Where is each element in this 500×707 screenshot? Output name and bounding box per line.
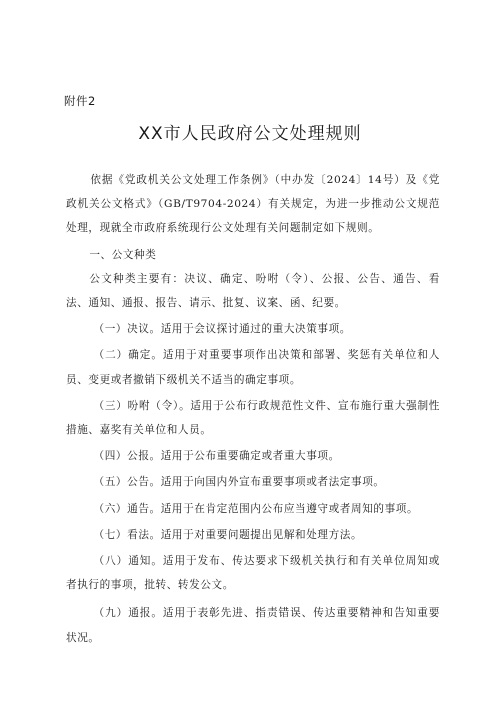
item-announcement: （五）公告。适用于向国内外宣布重要事项或者法定事项。	[93, 476, 385, 489]
intro-paragraph: 依据《党政机关公文处理工作条例》（中办发〔2024〕14号）及《党政机关公文格式》（GB/T9704-2024）有关规定，为进一步推动公文规范处理，现就全市政府系统现行公文处理有关问题制定如下规则。	[66, 174, 440, 235]
types-paragraph: 公文种类主要有：决议、确定、吩咐（令）、公报、公告、通告、看法、通知、通报、报告、请示、批复、议案、函、纪要。	[66, 272, 440, 310]
document-title: XX市人民政府公文处理规则	[138, 124, 362, 144]
item-notice: （六）通告。适用于在肯定范围内公布应当遵守或者周知的事项。	[93, 502, 419, 515]
document-body	[66, 168, 440, 650]
item-communique: （四）公报。适用于公布重要确定或者重大事项。	[93, 450, 340, 463]
item-circular: （九）通报。适用于表彰先进、指责错误、传达重要精神和告知重要状况。	[66, 607, 440, 644]
item-decision: （二）确定。适用于对重要事项作出决策和部署、奖惩有关单位和人员、变更或者撤销下级机关不适当的确定事项。	[66, 349, 440, 386]
attachment-label: 附件2	[64, 94, 96, 108]
item-resolution: （一）决议。适用于会议探讨通过的重大决策事项。	[93, 323, 352, 336]
item-opinion: （七）看法。适用于对重要问题提出见解和处理方法。	[93, 528, 363, 541]
item-notification: （八）通知。适用于发布、传达要求下级机关执行和有关单位周知或者执行的事项，批转、转发公文。	[66, 555, 440, 592]
section-heading: 一、公文种类	[89, 248, 157, 261]
item-order: （三）吩咐（令）。适用于公布行政规范性文件、宣布施行重大强制性措施、嘉奖有关单位和人员。	[66, 399, 440, 437]
